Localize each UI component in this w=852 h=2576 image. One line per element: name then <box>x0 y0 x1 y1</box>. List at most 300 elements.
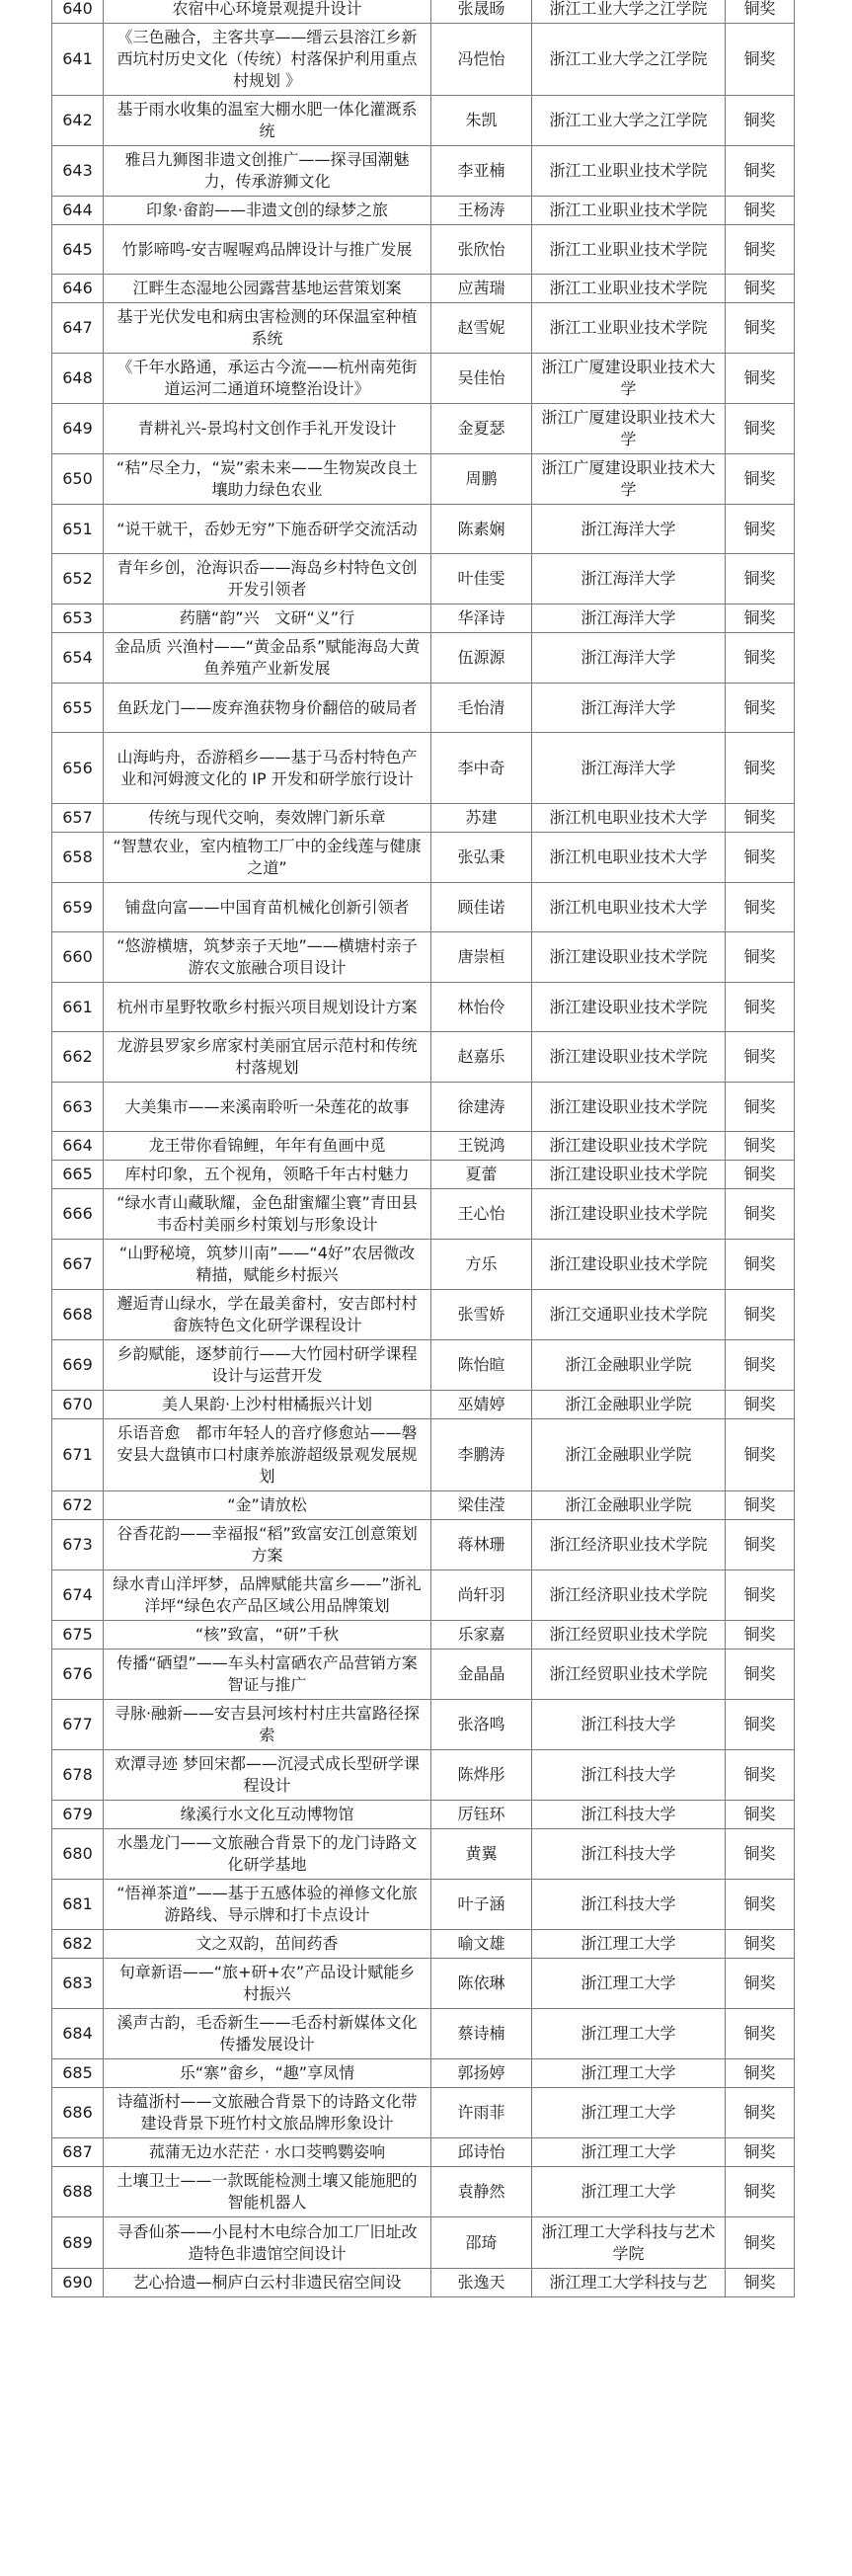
project-title: “绿水青山藏耿耀，金色甜蜜耀尘寰”青田县韦岙村美丽乡村策划与形象设计 <box>104 1189 431 1240</box>
team-leader: 李鹏涛 <box>431 1419 532 1491</box>
table-row <box>52 1880 795 1930</box>
school-name: 浙江机电职业技术大学 <box>532 804 726 833</box>
award-level: 铜奖 <box>726 225 795 275</box>
table-row <box>52 1240 795 1290</box>
award-level: 铜奖 <box>726 1700 795 1750</box>
project-title: 鱼跃龙门——废弃渔获物身价翻倍的破局者 <box>104 684 431 733</box>
team-leader: 郭扬婷 <box>431 2059 532 2088</box>
team-leader: 赵嘉乐 <box>431 1032 532 1083</box>
project-title: 传统与现代交响，奏效牌门新乐章 <box>104 804 431 833</box>
table-row <box>52 1650 795 1700</box>
school-name: 浙江交通职业技术学院 <box>532 1290 726 1340</box>
team-leader: 许雨菲 <box>431 2088 532 2138</box>
school-name: 浙江海洋大学 <box>532 684 726 733</box>
row-number: 641 <box>52 24 104 96</box>
school-name: 浙江工业职业技术学院 <box>532 225 726 275</box>
team-leader: 巫婧婷 <box>431 1391 532 1419</box>
team-leader: 方乐 <box>431 1240 532 1290</box>
table-row <box>52 1083 795 1132</box>
table-row <box>52 0 795 24</box>
row-number: 642 <box>52 96 104 146</box>
school-name: 浙江金融职业学院 <box>532 1391 726 1419</box>
row-number: 673 <box>52 1520 104 1570</box>
award-level: 铜奖 <box>726 0 795 24</box>
row-number: 661 <box>52 983 104 1032</box>
team-leader: 袁静然 <box>431 2167 532 2217</box>
school-name: 浙江经济职业技术学院 <box>532 1570 726 1621</box>
project-title: 杭州市星野牧歌乡村振兴项目规划设计方案 <box>104 983 431 1032</box>
row-number: 655 <box>52 684 104 733</box>
school-name: 浙江海洋大学 <box>532 733 726 804</box>
school-name: 浙江理工大学科技与艺术学院 <box>532 2217 726 2269</box>
team-leader: 应茜瑞 <box>431 275 532 303</box>
table-row <box>52 2167 795 2217</box>
table-row <box>52 1391 795 1419</box>
project-title: 金品质 兴渔村——“黄金品系”赋能海岛大黄鱼养殖产业新发展 <box>104 633 431 684</box>
team-leader: 王心怡 <box>431 1189 532 1240</box>
project-title: 《千年水路通，承运古今流——杭州南苑街道运河二通道环境整治设计》 <box>104 354 431 404</box>
project-title: 传播“硒望”——车头村富硒农产品营销方案智证与推广 <box>104 1650 431 1700</box>
project-title: 铺盘向富——中国育苗机械化创新引领者 <box>104 883 431 932</box>
award-level: 铜奖 <box>726 1930 795 1959</box>
school-name: 浙江工业大学之江学院 <box>532 24 726 96</box>
table-row <box>52 2009 795 2059</box>
award-level: 铜奖 <box>726 2269 795 2297</box>
team-leader: 顾佳诺 <box>431 883 532 932</box>
award-level: 铜奖 <box>726 733 795 804</box>
school-name: 浙江经贸职业技术学院 <box>532 1650 726 1700</box>
row-number: 675 <box>52 1621 104 1650</box>
project-title: 谷香花韵——幸福报“稻”致富安江创意策划方案 <box>104 1520 431 1570</box>
project-title: 乐“寨”畲乡，“趣”享凤情 <box>104 2059 431 2088</box>
team-leader: 黄翼 <box>431 1829 532 1880</box>
row-number: 679 <box>52 1801 104 1829</box>
project-title: 青耕礼兴-景坞村文创作手礼开发设计 <box>104 404 431 454</box>
team-leader: 毛怡清 <box>431 684 532 733</box>
award-level: 铜奖 <box>726 2009 795 2059</box>
table-row <box>52 633 795 684</box>
team-leader: 金夏瑟 <box>431 404 532 454</box>
row-number: 654 <box>52 633 104 684</box>
team-leader: 蒋林珊 <box>431 1520 532 1570</box>
team-leader: 朱凯 <box>431 96 532 146</box>
school-name: 浙江金融职业学院 <box>532 1419 726 1491</box>
school-name: 浙江工业大学之江学院 <box>532 0 726 24</box>
row-number: 669 <box>52 1340 104 1391</box>
table-row <box>52 2059 795 2088</box>
table-row <box>52 1750 795 1801</box>
table-row <box>52 1290 795 1340</box>
team-leader: 林怡伶 <box>431 983 532 1032</box>
project-title: 江畔生态湿地公园露营基地运营策划案 <box>104 275 431 303</box>
school-name: 浙江理工大学 <box>532 1959 726 2009</box>
row-number: 652 <box>52 554 104 604</box>
project-title: 水墨龙门——文旅融合背景下的龙门诗路文化研学基地 <box>104 1829 431 1880</box>
project-title: 旬章新语——“旅+研+农”产品设计赋能乡村振兴 <box>104 1959 431 2009</box>
team-leader: 伍源源 <box>431 633 532 684</box>
table-row <box>52 1520 795 1570</box>
table-row <box>52 932 795 983</box>
award-level: 铜奖 <box>726 454 795 505</box>
award-level: 铜奖 <box>726 354 795 404</box>
award-level: 铜奖 <box>726 1750 795 1801</box>
project-title: “金”请放松 <box>104 1491 431 1520</box>
row-number: 650 <box>52 454 104 505</box>
table-row <box>52 505 795 554</box>
school-name: 浙江科技大学 <box>532 1750 726 1801</box>
table-row <box>52 833 795 883</box>
award-level: 铜奖 <box>726 1801 795 1829</box>
row-number: 678 <box>52 1750 104 1801</box>
school-name: 浙江广厦建设职业技术大学 <box>532 354 726 404</box>
row-number: 684 <box>52 2009 104 2059</box>
school-name: 浙江广厦建设职业技术大学 <box>532 404 726 454</box>
team-leader: 喻文雄 <box>431 1930 532 1959</box>
school-name: 浙江理工大学 <box>532 1930 726 1959</box>
row-number: 663 <box>52 1083 104 1132</box>
row-number: 658 <box>52 833 104 883</box>
team-leader: 蔡诗楠 <box>431 2009 532 2059</box>
team-leader: 陈素娴 <box>431 505 532 554</box>
school-name: 浙江科技大学 <box>532 1700 726 1750</box>
table-row <box>52 2088 795 2138</box>
row-number: 648 <box>52 354 104 404</box>
team-leader: 周鹏 <box>431 454 532 505</box>
school-name: 浙江理工大学 <box>532 2138 726 2167</box>
project-title: 乡韵赋能，逐梦前行——大竹园村研学课程设计与运营开发 <box>104 1340 431 1391</box>
project-title: “智慧农业，室内植物工厂中的金线莲与健康之道” <box>104 833 431 883</box>
table-row <box>52 24 795 96</box>
row-number: 690 <box>52 2269 104 2297</box>
table-row <box>52 1419 795 1491</box>
row-number: 647 <box>52 303 104 354</box>
award-level: 铜奖 <box>726 554 795 604</box>
row-number: 645 <box>52 225 104 275</box>
row-number: 646 <box>52 275 104 303</box>
award-level: 铜奖 <box>726 1650 795 1700</box>
school-name: 浙江科技大学 <box>532 1829 726 1880</box>
table-row <box>52 146 795 197</box>
school-name: 浙江经贸职业技术学院 <box>532 1621 726 1650</box>
school-name: 浙江建设职业技术学院 <box>532 1083 726 1132</box>
project-title: “悠游横塘，筑梦亲子天地”——横塘村亲子游农文旅融合项目设计 <box>104 932 431 983</box>
row-number: 687 <box>52 2138 104 2167</box>
school-name: 浙江理工大学 <box>532 2009 726 2059</box>
award-level: 铜奖 <box>726 146 795 197</box>
row-number: 653 <box>52 604 104 633</box>
award-level: 铜奖 <box>726 684 795 733</box>
table-row <box>52 1189 795 1240</box>
school-name: 浙江建设职业技术学院 <box>532 1240 726 1290</box>
school-name: 浙江建设职业技术学院 <box>532 1161 726 1189</box>
school-name: 浙江理工大学科技与艺 <box>532 2269 726 2297</box>
award-table <box>51 0 795 2297</box>
school-name: 浙江工业职业技术学院 <box>532 146 726 197</box>
school-name: 浙江工业大学之江学院 <box>532 96 726 146</box>
table-row <box>52 1829 795 1880</box>
award-level: 铜奖 <box>726 2059 795 2088</box>
row-number: 680 <box>52 1829 104 1880</box>
team-leader: 张洛鸣 <box>431 1700 532 1750</box>
school-name: 浙江科技大学 <box>532 1801 726 1829</box>
table-row <box>52 354 795 404</box>
table-row <box>52 983 795 1032</box>
table-row <box>52 2138 795 2167</box>
team-leader: 尚轩羽 <box>431 1570 532 1621</box>
project-title: 寻脉·融新——安吉县河垓村村庄共富路径探索 <box>104 1700 431 1750</box>
team-leader: 李中奇 <box>431 733 532 804</box>
award-level: 铜奖 <box>726 1419 795 1491</box>
team-leader: 王锐鸿 <box>431 1132 532 1161</box>
award-level: 铜奖 <box>726 604 795 633</box>
school-name: 浙江建设职业技术学院 <box>532 983 726 1032</box>
project-title: “悟禅茶道”——基于五感体验的禅修文化旅游路线、导示牌和打卡点设计 <box>104 1880 431 1930</box>
school-name: 浙江理工大学 <box>532 2059 726 2088</box>
table-row <box>52 1340 795 1391</box>
school-name: 浙江机电职业技术大学 <box>532 833 726 883</box>
table-row <box>52 275 795 303</box>
project-title: 土壤卫士——一款既能检测土壤又能施肥的智能机器人 <box>104 2167 431 2217</box>
row-number: 686 <box>52 2088 104 2138</box>
team-leader: 叶佳雯 <box>431 554 532 604</box>
row-number: 664 <box>52 1132 104 1161</box>
row-number: 683 <box>52 1959 104 2009</box>
school-name: 浙江工业职业技术学院 <box>532 303 726 354</box>
row-number: 672 <box>52 1491 104 1520</box>
table-row <box>52 2217 795 2269</box>
project-title: 雅吕九狮图非遗文创推广——探寻国潮魅力，传承游狮文化 <box>104 146 431 197</box>
award-level: 铜奖 <box>726 883 795 932</box>
project-title: “山野秘境，筑梦川南”——“4好”农居微改精描，赋能乡村振兴 <box>104 1240 431 1290</box>
award-level: 铜奖 <box>726 275 795 303</box>
team-leader: 张弘秉 <box>431 833 532 883</box>
award-level: 铜奖 <box>726 1570 795 1621</box>
school-name: 浙江科技大学 <box>532 1880 726 1930</box>
team-leader: 徐建涛 <box>431 1083 532 1132</box>
table-row <box>52 197 795 225</box>
project-title: 农宿中心环境景观提升设计 <box>104 0 431 24</box>
award-level: 铜奖 <box>726 2088 795 2138</box>
table-row <box>52 554 795 604</box>
award-level: 铜奖 <box>726 96 795 146</box>
row-number: 682 <box>52 1930 104 1959</box>
award-level: 铜奖 <box>726 1189 795 1240</box>
school-name: 浙江建设职业技术学院 <box>532 1132 726 1161</box>
row-number: 651 <box>52 505 104 554</box>
award-level: 铜奖 <box>726 1083 795 1132</box>
school-name: 浙江海洋大学 <box>532 505 726 554</box>
project-title: 龙王带你看锦鲤，年年有鱼画中觅 <box>104 1132 431 1161</box>
award-level: 铜奖 <box>726 2217 795 2269</box>
row-number: 676 <box>52 1650 104 1700</box>
project-title: 文之双韵，茁间药香 <box>104 1930 431 1959</box>
project-title: 龙游县罗家乡席家村美丽宜居示范村和传统村落规划 <box>104 1032 431 1083</box>
school-name: 浙江金融职业学院 <box>532 1340 726 1391</box>
award-level: 铜奖 <box>726 1391 795 1419</box>
table-row <box>52 404 795 454</box>
row-number: 671 <box>52 1419 104 1491</box>
team-leader: 张晟旸 <box>431 0 532 24</box>
team-leader: 冯恺怡 <box>431 24 532 96</box>
project-title: 山海屿舟，岙游稻乡——基于马岙村特色产业和河姆渡文化的 IP 开发和研学旅行设计 <box>104 733 431 804</box>
table-row <box>52 96 795 146</box>
table-row <box>52 604 795 633</box>
row-number: 677 <box>52 1700 104 1750</box>
row-number: 656 <box>52 733 104 804</box>
row-number: 667 <box>52 1240 104 1290</box>
award-table-body <box>52 0 795 2297</box>
row-number: 649 <box>52 404 104 454</box>
project-title: 艺心拾遗—桐庐白云村非遗民宿空间设 <box>104 2269 431 2297</box>
school-name: 浙江建设职业技术学院 <box>532 1032 726 1083</box>
table-row <box>52 1032 795 1083</box>
school-name: 浙江海洋大学 <box>532 633 726 684</box>
award-level: 铜奖 <box>726 1290 795 1340</box>
row-number: 640 <box>52 0 104 24</box>
table-row <box>52 1491 795 1520</box>
award-level: 铜奖 <box>726 1829 795 1880</box>
team-leader: 王杨涛 <box>431 197 532 225</box>
row-number: 689 <box>52 2217 104 2269</box>
award-level: 铜奖 <box>726 197 795 225</box>
row-number: 681 <box>52 1880 104 1930</box>
table-row <box>52 804 795 833</box>
team-leader: 邵琦 <box>431 2217 532 2269</box>
award-level: 铜奖 <box>726 932 795 983</box>
project-title: 乐语音愈 都市年轻人的音疗修愈站——磐安县大盘镇市口村康养旅游超级景观发展规划 <box>104 1419 431 1491</box>
project-title: 缘溪行水文化互动博物馆 <box>104 1801 431 1829</box>
project-title: 欢潭寻迹 梦回宋都——沉浸式成长型研学课程设计 <box>104 1750 431 1801</box>
project-title: 溪声古韵，毛岙新生——毛岙村新媒体文化传播发展设计 <box>104 2009 431 2059</box>
project-title: 库村印象，五个视角，领略千年古村魅力 <box>104 1161 431 1189</box>
row-number: 659 <box>52 883 104 932</box>
school-name: 浙江海洋大学 <box>532 604 726 633</box>
award-level: 铜奖 <box>726 1240 795 1290</box>
row-number: 668 <box>52 1290 104 1340</box>
team-leader: 叶子涵 <box>431 1880 532 1930</box>
award-level: 铜奖 <box>726 633 795 684</box>
award-level: 铜奖 <box>726 1340 795 1391</box>
school-name: 浙江机电职业技术大学 <box>532 883 726 932</box>
school-name: 浙江海洋大学 <box>532 554 726 604</box>
row-number: 657 <box>52 804 104 833</box>
award-level: 铜奖 <box>726 804 795 833</box>
row-number: 666 <box>52 1189 104 1240</box>
school-name: 浙江建设职业技术学院 <box>532 1189 726 1240</box>
table-row <box>52 883 795 932</box>
row-number: 685 <box>52 2059 104 2088</box>
row-number: 660 <box>52 932 104 983</box>
award-level: 铜奖 <box>726 1161 795 1189</box>
team-leader: 夏蕾 <box>431 1161 532 1189</box>
award-level: 铜奖 <box>726 833 795 883</box>
table-row <box>52 2269 795 2297</box>
school-name: 浙江经济职业技术学院 <box>532 1520 726 1570</box>
project-title: 印象·畲韵——非遗文创的绿梦之旅 <box>104 197 431 225</box>
award-level: 铜奖 <box>726 1032 795 1083</box>
award-level: 铜奖 <box>726 2167 795 2217</box>
project-title: 《三色融合，主客共享——缙云县溶江乡新西坑村历史文化（传统）村落保护利用重点村规划 》 <box>104 24 431 96</box>
table-row <box>52 684 795 733</box>
row-number: 665 <box>52 1161 104 1189</box>
team-leader: 梁佳滢 <box>431 1491 532 1520</box>
school-name: 浙江工业职业技术学院 <box>532 275 726 303</box>
team-leader: 张欣怡 <box>431 225 532 275</box>
school-name: 浙江理工大学 <box>532 2088 726 2138</box>
table-row <box>52 1570 795 1621</box>
table-row <box>52 1700 795 1750</box>
team-leader: 华泽诗 <box>431 604 532 633</box>
award-level: 铜奖 <box>726 505 795 554</box>
project-title: 邂逅青山绿水，学在最美畲村，安吉郎村村畲族特色文化研学课程设计 <box>104 1290 431 1340</box>
team-leader: 陈依琳 <box>431 1959 532 2009</box>
team-leader: 吴佳怡 <box>431 354 532 404</box>
project-title: 基于雨水收集的温室大棚水肥一体化灌溉系统 <box>104 96 431 146</box>
project-title: 基于光伏发电和病虫害检测的环保温室种植系统 <box>104 303 431 354</box>
team-leader: 唐崇桓 <box>431 932 532 983</box>
table-row <box>52 1959 795 2009</box>
award-level: 铜奖 <box>726 1621 795 1650</box>
team-leader: 张逸天 <box>431 2269 532 2297</box>
project-title: 诗蕴浙村——文旅融合背景下的诗路文化带建设背景下班竹村文旅品牌形象设计 <box>104 2088 431 2138</box>
row-number: 644 <box>52 197 104 225</box>
project-title: 菰蒲无边水茫茫 · 水口茭鸭鹦姿响 <box>104 2138 431 2167</box>
project-title: “说干就干，岙妙无穷”下施岙研学交流活动 <box>104 505 431 554</box>
project-title: 绿水青山洋坪梦，品牌赋能共富乡——”浙礼洋坪“绿色农产品区域公用品牌策划 <box>104 1570 431 1621</box>
award-level: 铜奖 <box>726 404 795 454</box>
school-name: 浙江广厦建设职业技术大学 <box>532 454 726 505</box>
table-row <box>52 303 795 354</box>
row-number: 643 <box>52 146 104 197</box>
project-title: 竹影啼鸣-安吉喔喔鸡品牌设计与推广发展 <box>104 225 431 275</box>
school-name: 浙江金融职业学院 <box>532 1491 726 1520</box>
school-name: 浙江理工大学 <box>532 2167 726 2217</box>
project-title: “秸”尽全力，“炭”索未来——生物炭改良土壤助力绿色农业 <box>104 454 431 505</box>
award-level: 铜奖 <box>726 303 795 354</box>
table-row <box>52 1621 795 1650</box>
award-level: 铜奖 <box>726 1520 795 1570</box>
project-title: 药膳“韵”兴 文研“义”行 <box>104 604 431 633</box>
team-leader: 陈怡暄 <box>431 1340 532 1391</box>
project-title: 青年乡创，沧海识岙——海岛乡村特色文创开发引领者 <box>104 554 431 604</box>
row-number: 662 <box>52 1032 104 1083</box>
team-leader: 苏建 <box>431 804 532 833</box>
table-row <box>52 454 795 505</box>
award-level: 铜奖 <box>726 1959 795 2009</box>
award-level: 铜奖 <box>726 1132 795 1161</box>
award-level: 铜奖 <box>726 1491 795 1520</box>
school-name: 浙江工业职业技术学院 <box>532 197 726 225</box>
row-number: 688 <box>52 2167 104 2217</box>
table-row <box>52 225 795 275</box>
team-leader: 金晶晶 <box>431 1650 532 1700</box>
project-title: 美人果韵·上沙村柑橘振兴计划 <box>104 1391 431 1419</box>
table-row <box>52 1801 795 1829</box>
team-leader: 乐家嘉 <box>431 1621 532 1650</box>
project-title: 寻香仙茶——小昆村木电综合加工厂旧址改造特色非遗馆空间设计 <box>104 2217 431 2269</box>
project-title: “核”致富，“研”千秋 <box>104 1621 431 1650</box>
table-row <box>52 733 795 804</box>
award-level: 铜奖 <box>726 2138 795 2167</box>
table-row <box>52 1930 795 1959</box>
row-number: 670 <box>52 1391 104 1419</box>
row-number: 674 <box>52 1570 104 1621</box>
school-name: 浙江建设职业技术学院 <box>532 932 726 983</box>
team-leader: 李亚楠 <box>431 146 532 197</box>
team-leader: 邱诗怡 <box>431 2138 532 2167</box>
team-leader: 赵雪妮 <box>431 303 532 354</box>
team-leader: 厉钰环 <box>431 1801 532 1829</box>
